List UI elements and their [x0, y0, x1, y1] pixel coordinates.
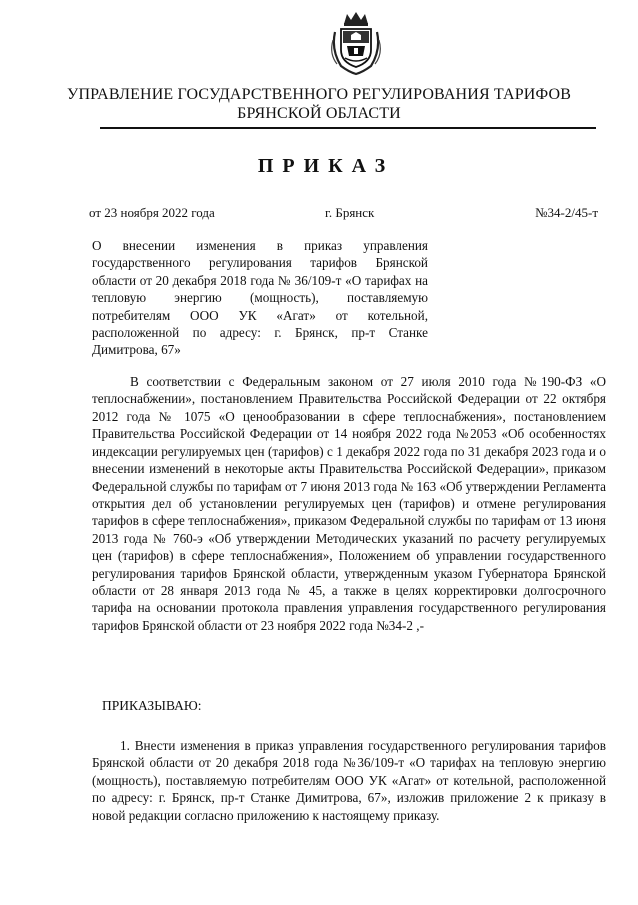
document-subject: О внесении изменения в приказ управления государственного регулирования тарифов Брянской области от 20 декабря 2018 года № 36/109-т «О тарифах на тепловую энергию (мощность), поставляемую потребителям ООО УК «Агат» от котельной, расположенной по адресу: г. Брянск, пр-т Станке Димитрова, 67» — [92, 238, 428, 358]
document-title: ПРИКАЗ — [257, 155, 395, 177]
document-date: от 23 ноября 2022 года — [89, 205, 215, 220]
document-number: №34-2/45-т — [535, 205, 598, 220]
header-divider — [100, 127, 596, 129]
order-word: ПРИКАЗЫВАЮ: — [102, 698, 202, 713]
coat-of-arms-icon — [327, 10, 385, 76]
document-place: г. Брянск — [325, 205, 375, 220]
agency-name-line-2: БРЯНСКОЙ ОБЛАСТИ — [237, 105, 401, 122]
document-preamble: В соответствии с Федеральным законом от 27 июля 2010 года №190-ФЗ «О теплоснабжении», постановлением Правительства Российской Федерации от 22 октября 2012 года № 1075 «О ценообразовании в сфере теплоснабжения», постановлением Правительства Российской Федерации от 14 ноября 2022 года №2053 «Об особенностях индексации регулируемых цен (тарифов) с 1 декабря 2022 года по 31 декабря 2023 года и о внесении изменений в некоторые акты Правительства Российской Федерации», приказом Федеральной службы по тарифам от 7 июня 2013 года № 163 «Об утверждении Регламента открытия дел об установлении регулируемых цен (тарифов) и отмене регулирования тарифов в сфере теплоснабжения», приказом Федеральной службы по тарифам от 13 июня 2013 года № 760-э «Об утверждении Методических указаний по расчету регулируемых цен (тарифов) в сфере теплоснабжения», Положением об управлении государственного регулирования тарифов Брянской области, утвержденным указом Губернатора Брянской области от 28 января 2013 года № 45, а также в целях корректировки долгосрочного тарифа на основании протокола правления управления государственного регулирования тарифов Брянской области от 23 ноября 2022 года №34-2 ,- — [92, 374, 606, 633]
agency-name-line-1: УПРАВЛЕНИЕ ГОСУДАРСТВЕННОГО РЕГУЛИРОВАНИЯ ТАРИФОВ — [66, 86, 572, 103]
order-item-1: 1. Внести изменения в приказ управления государственного регулирования тарифов Брянской области от 20 декабря 2018 года №36/109-т «О тарифах на тепловую энергию (мощность), поставляемую потребителям ООО УК «Агат» от котельной, расположенной по адресу: г. Брянск, пр-т Станке Димитрова, 67», изложив приложение 2 к приказу в новой редакции согласно приложению к настоящему приказу. — [92, 738, 606, 823]
